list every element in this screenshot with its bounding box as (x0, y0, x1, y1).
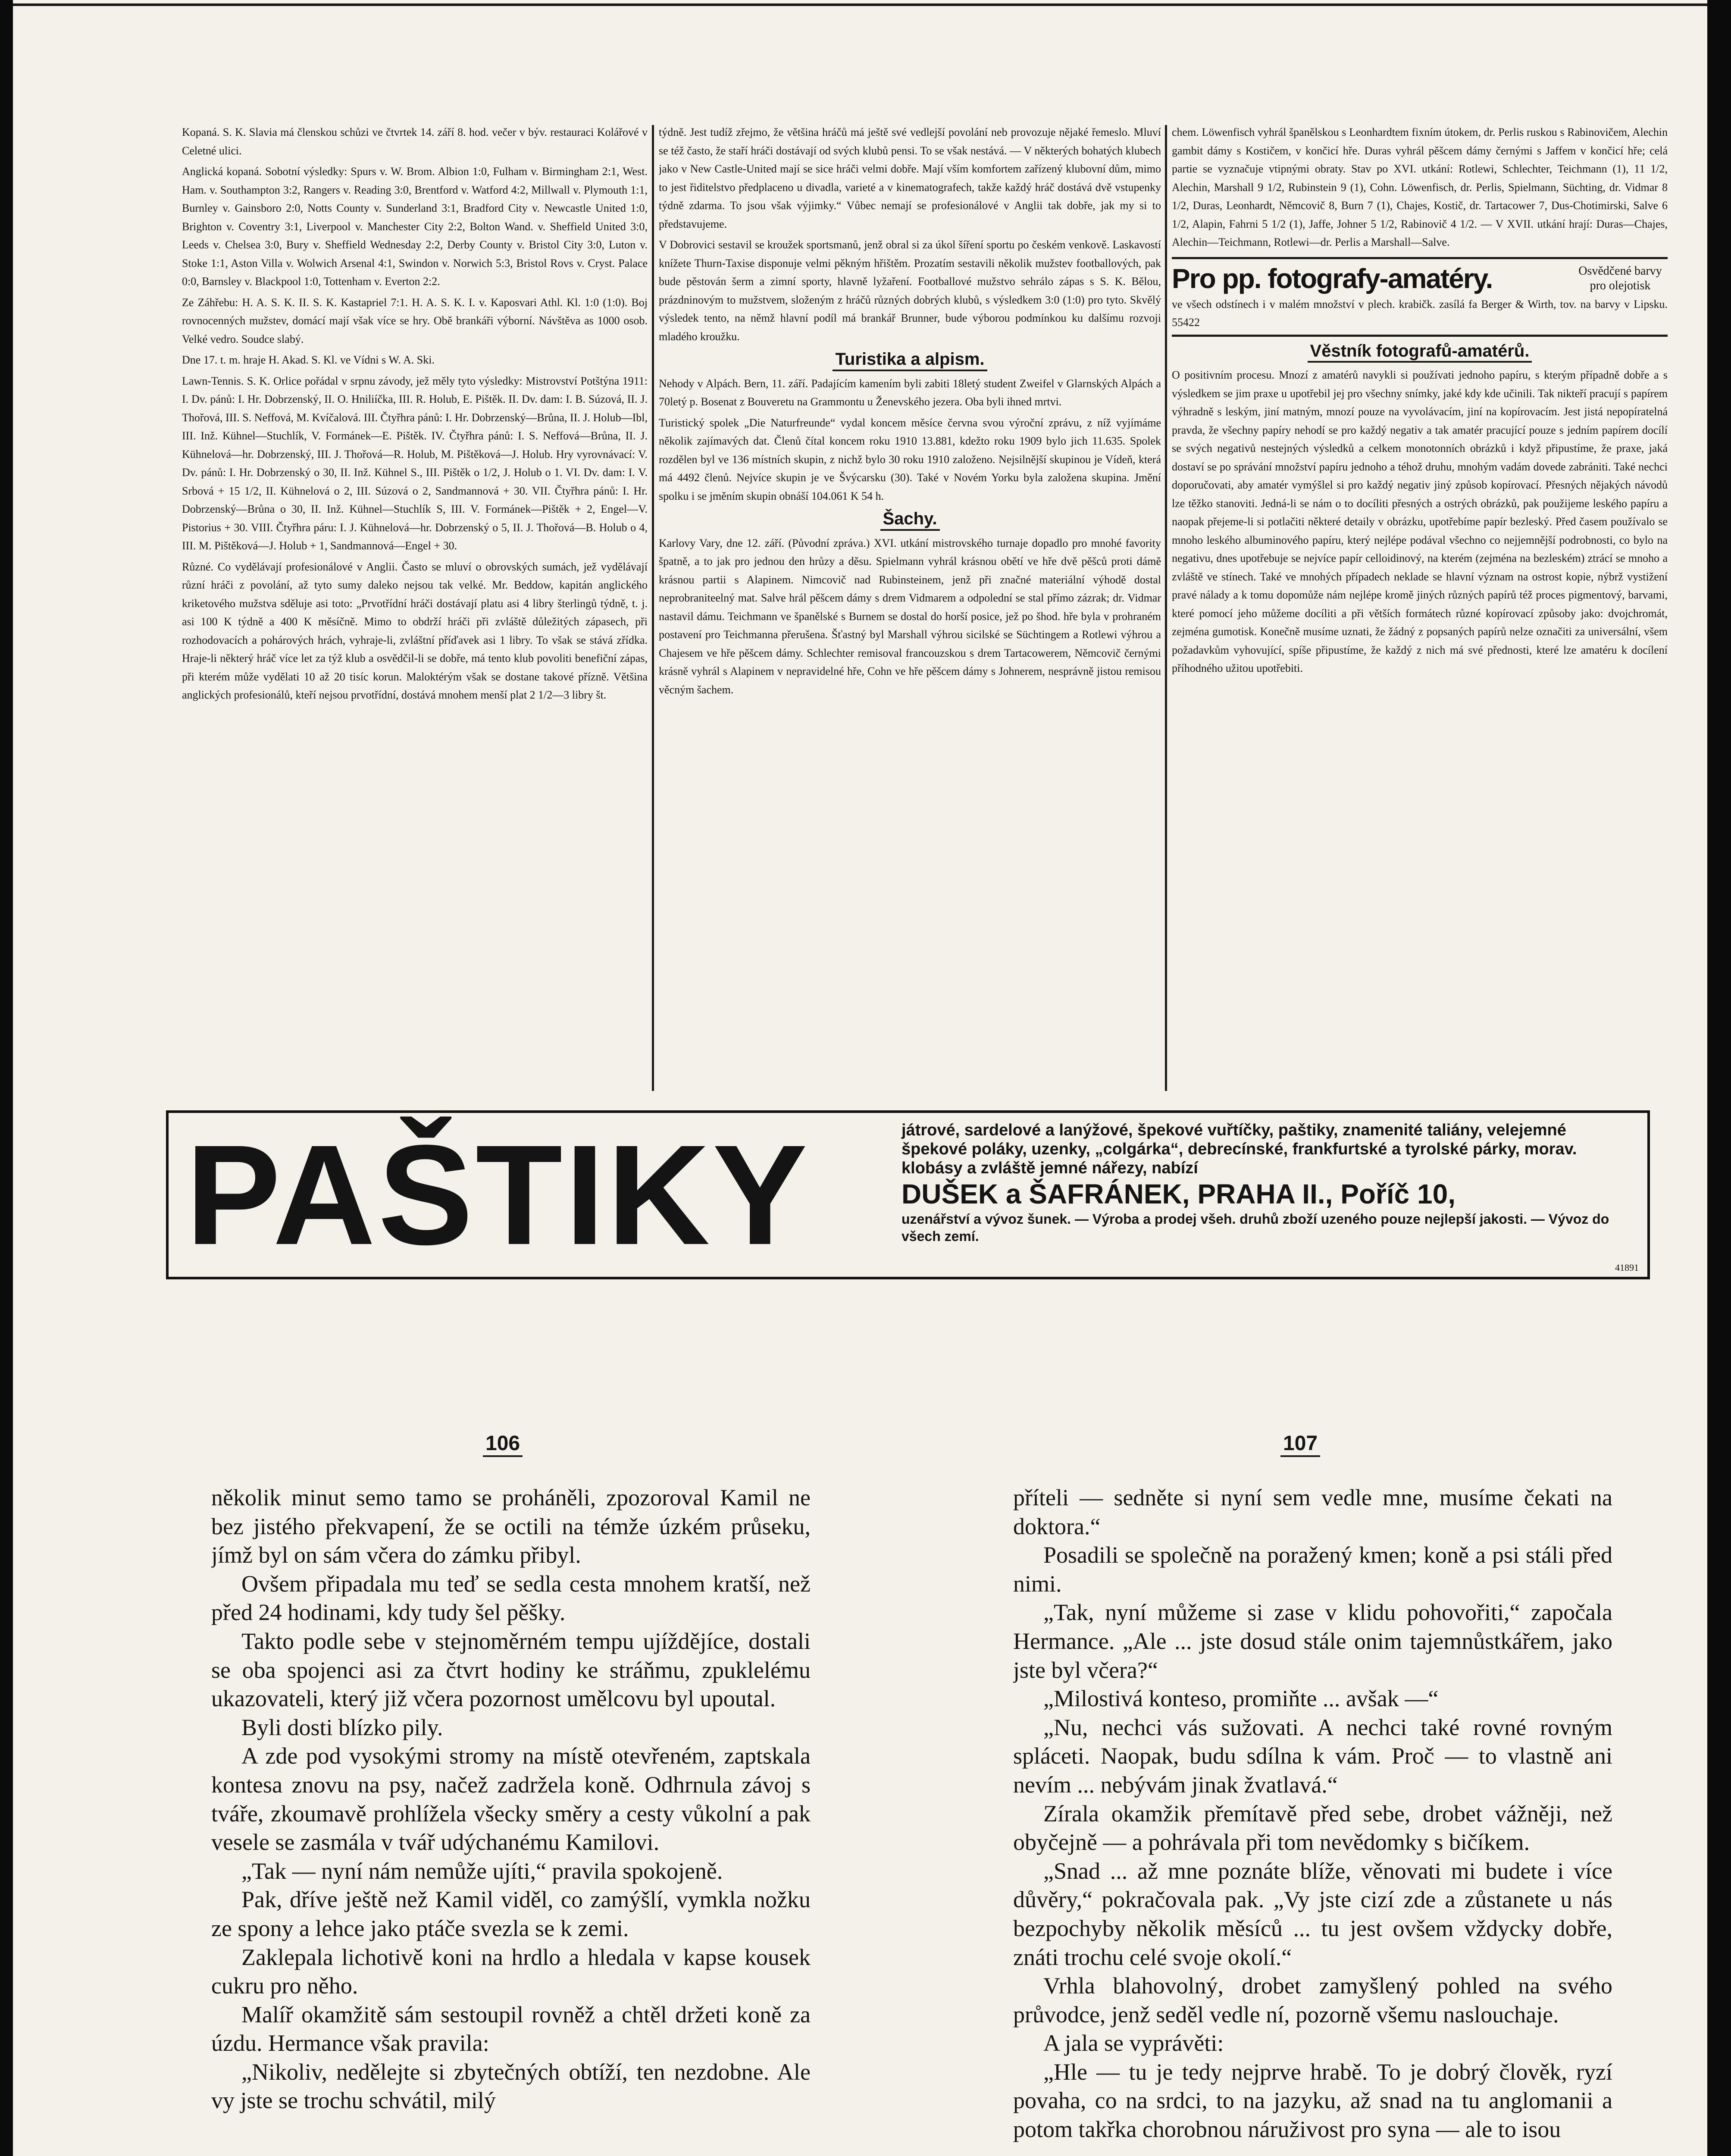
book-paragraph: Zaklepala lichotivě koni na hrdlo a hledala v kapse kousek cukru pro něho. (211, 1944, 811, 1999)
news-column-2 (659, 123, 1161, 1089)
book-paragraph: „Tak, nyní můžeme si zase v klidu pohovořiti,“ započala Hermance. „Ale ... jste dosud stále onim tajemnůstkářem, jako jste byl včera?“ (1013, 1599, 1612, 1683)
news-paragraph: Nehody v Alpách. Bern, 11. září. Padajícím kamením byli zabiti 18letý student Zweifel v Glarnských Alpách a 70letý p. Bosenat z Bouveretu na Grammontu u Ženevského jezera. Oba byli ihned mrtvi. (659, 377, 1161, 408)
book-paragraph: Ovšem připadala mu teď se sedla cesta mnohem kratší, než před 24 hodinami, kdy tudy šel pěšky. (211, 1570, 811, 1626)
news-paragraph: Kopaná. S. K. Slavia má členskou schůzi ve čtvrtek 14. září 8. hod. večer v býv. restauraci Kolářové v Celetné ulici. (182, 126, 648, 157)
book-paragraph: „Nu, nechci vás sužovati. A nechci také rovné rovným spláceti. Naopak, budu sdílna k vám. Proč — to vlastně ani nevím ... nebývám jinak žvatlavá.“ (1013, 1714, 1612, 1798)
left-page-number: 106 (483, 1432, 523, 1457)
advert-firm: DUŠEK a ŠAFRÁNEK, PRAHA II., Poříč 10, (901, 1178, 1456, 1210)
advert-headline: PAŠTIKY (186, 1115, 810, 1274)
news-paragraph: Ze Záhřebu: H. A. S. K. II. S. K. Kastapriel 7:1. H. A. S. K. I. v. Kaposvari Athl. Kl. 1:0 (1:0). Boj rovnocenných mužstev, domácí mají však více se hry. Obě brankáři výborní. Návštěva as 1000 osob. Velké vedro. Soudce slabý. (182, 296, 648, 345)
book-paragraph: Takto podle sebe v stejnoměrném tempu ujíždějíce, dostali se oba spojenci asi za čtvrt hodiny ke stráňmu, zpuklelému ukazovateli, který již včera pozornost umělcovu byl upoutal. (211, 1628, 811, 1712)
book-paragraph: Zírala okamžik přemítavě před sebe, drobet vážněji, než obyčejně — a pohrávala při tom nevědomky s bičíkem. (1013, 1800, 1612, 1855)
foto-advert (1172, 257, 1668, 337)
news-paragraph: Anglická kopaná. Sobotní výsledky: Spurs v. W. Brom. Albion 1:0, Fulham v. Birmingham 2:1, West. Ham. v. Southampton 3:2, Rangers v. Reading 3:0, Brentford v. Watford 4:2, Millwall v. Plymouth 1:1, Burnley v. Gainsboro 2:0, Notts County v. Sunderland 3:1, Bradford City v. Newcastle United 1:0, Brighton v. Coventry 3:1, Liverpool v. Manchester City 2:2, Bolton Wand. v. Sheffield United 3:0, Leeds v. Chelsea 3:0, Bury v. Sheffield Wednesday 2:2, Derby County v. Bristol City 3:0, Luton v. Stoke 1:1, Aston Villa v. Wolwich Arsenal 4:1, Swindon v. Norwich 5:3, Bristol Rovs v. Cryst. Palace 0:0, Barnsley v. Blackpool 1:0, Tottenham v. Everton 2:2. (182, 165, 648, 288)
top-rule (13, 3, 1707, 6)
book-paragraph: Posadili se společně na poražený kmen; koně a psi stáli před nimi. (1013, 1542, 1612, 1597)
foto-advert-body: ve všech odstínech i v malém množství v plech. krabičk. zasílá fa Berger & Wirth, tov. na barvy v Lipsku. (1172, 298, 1668, 310)
scanned-page (13, 0, 1707, 2156)
book-paragraph: několik minut semo tamo se proháněli, zpozoroval Kamil ne bez jistého překvapení, že se octili na témže úzkém průseku, jímž byl on sám včera do zámku přibyl. (211, 1485, 811, 1568)
news-paragraph: chem. Löwenfisch vyhrál španělskou s Leonhardtem fixním útokem, dr. Perlis ruskou s Rabinovičem, Alechin gambit dámy s Kostičem, v končicí hře. Duras vyhrál pěšcem dámy černými s Jaffem v končicí hře; celá partie se vyznačuje vtipnými obraty. Stav po XVI. utkání: Rotlewi, Schlechter, Teichmann (1), 11 1/2, Alechin, Marshall 9 1/2, Rubinstein 9 (1), Cohn. Löwenfisch, dr. Perlis, Spielmann, Süchting, dr. Vidmar 8 1/2, Duras, Leonhardt, Němcovič 8, Burn 7 (1), Chajes, Kostič, dr. Tartacower 7, Dus-Chotimirski, Salve 6 1/2, Alapin, Fahrni 5 1/2 (1), Jaffe, Johner 5 1/2, Rabinovič 4 1/2. — V XVII. utkání hrají: Duras—Chajes, Alechin—Teichmann, Rotlewi—dr. Perlis a Marshall—Salve. (1172, 126, 1668, 248)
news-paragraph: Turistický spolek „Die Naturfreunde“ vydal koncem měsíce června svou výroční zprávu, z níž vyjímáme několik zajímavých dat. Členů čítal koncem roku 1910 13.881, kdežto roku 1909 bylo jich 11.635. Spolek rozdělen byl ve 136 místních skupin, z nichž bylo 30 roku 1910 založeno. Nejsilnější skupinou je Vídeň, která má 4492 členů. Nejvíce skupin je ve Švýcarsku (30). Také v Novém Yorku byla založena skupina. Jmění spolku i se jměním skupin obnáší 104.061 K 54 h. (659, 416, 1161, 502)
book-paragraph: „Snad ... až mne poznáte blíže, věnovati mi budete i více důvěry,“ pokračovala pak. „Vy jste cizí zde a zůstanete u nás bezpochyby několik měsíců ... tu jest ovšem vždycky dobře, znáti trochu celé svoje okolí.“ (1013, 1858, 1612, 1970)
right-page-number: 107 (1280, 1432, 1320, 1457)
news-column-1 (182, 123, 648, 1089)
book-paragraph: A jala se vyprávěti: (1043, 2030, 1224, 2056)
column-divider (652, 125, 654, 1091)
book-left-page (211, 1483, 811, 2156)
advert-body: játrové, sardelové a lanýžové, špekové vuřtíčky, paštiky, znamenité taliány, velejemné špekové poláky, uzenky, „colgárka“, debrecínské, frankfurtské a tyrolské párky, morav. klobásy a zvláště jemné nářezy, nabízí (901, 1121, 1577, 1177)
pastiky-advert (166, 1110, 1650, 1279)
column-divider (1165, 125, 1167, 1091)
section-heading-turistika: Turistika a alpism. (659, 350, 1161, 371)
book-paragraph: příteli — sedněte si nyní sem vedle mne, musíme čekati na doktora.“ (1013, 1485, 1612, 1539)
news-paragraph: Lawn-Tennis. S. K. Orlice pořádal v srpnu závody, jež měly tyto výsledky: Mistrovství Potštýna 1911: I. Dv. pánů: I. Hr. Dobrzenský, II. O. Hniliíčka, III. R. Holub, E. Pištěk. II. Dv. dam: I. B. Súzová, II. J. Thořová, III. S. Neffová, M. Kvíčalová. III. Čtyřhra pánů: I. Hr. Dobrzenský—Brůna, II. J. Holub—Ibl, III. Inž. Kühnel—Stuchlík, V. Formánek—E. Pištěk. IV. Čtyřhra pánů: I. S. Neffová—Brůna, II. J. Kühnelová—hr. Dobrzenský, III. J. Thořová—R. Holub, M. Pištěková—J. Holub. Hry vyrovnávací: V. Dv. pánů: I. Hr. Dobrzenský o 30, II. Inž. Kühnel S., III. Pištěk o 1/2, J. Holub o 1. VI. Dv. dam: I. V. Srbová + 15 1/2, II. Kühnelová o 2, III. Súzová o 2, Sandmannová + 30. VII. Čtyřhra pánů: I. Hr. Dobrzenský—Brůna o 30, II. Inž. Kühnel—Stuchlík S, III. V. Formánek—Pištěk + 2, Engel—V. Pistorius + 30. VIII. Čtyřhra páru: I. J. Kühnelová—hr. Dobrzenský o 5, II. J. Thořová—B. Holub o 4, III. M. Pištěková—J. Holub + 1, Sandmannová—Engel + 30. (182, 374, 648, 552)
news-paragraph: Různé. Co vydělávají profesionálové v Anglii. Často se mluví o obrovských sumách, jež vydělávají různí hráči z povolání, až tyto sumy daleko nejsou tak velké. Mr. Beddow, kapitán anglického kriketového mužstva sděluje asi toto: „Prvotřídní hráči dostávají platu asi 4 libry šterlingů týdně, t. j. asi 100 K týdně a 400 K měsíčně. Mimo to obdrží hráči při zvláště důležitých zápasech, při rozhodovacích a pohárových hrách, vyhraje-li, zvláštní příďavek asi 1 libry. To však se stává zřídka. Hraje-li některý hráč více let za týž klub a osvědčil-li se dobře, má tento klub povoliti benefiční zápas, při kterém může vydělati 10 až 20 tisíc korun. Maloktérým však se dostane takové přízně. Většina anglických profesionálů, kteří nejsou prvotřídní, dostává mnohem menší plat 2 1/2—3 libry št. (182, 560, 648, 701)
foto-advert-code: 55422 (1172, 316, 1200, 329)
news-paragraph: Dne 17. t. m. hraje H. Akad. S. Kl. ve Vídni s W. A. Ski. (182, 354, 435, 366)
book-paragraph: „Nikoliv, nedělejte si zbytečných obtíží, ten nezdobne. Ale vy jste se trochu schvátil, milý (211, 2059, 811, 2114)
advert-footer: uzenářství a vývoz šunek. — Výroba a prodej všeh. druhů zboží uzeného pouze nejlepší jakosti. — Vývoz do všech zemí. (901, 1211, 1609, 1244)
book-paragraph: Byli dosti blízko pily. (241, 1714, 443, 1740)
book-paragraph: „Hle — tu je tedy nejprve hrabě. To je dobrý člověk, ryzí povaha, co na srdci, to na jazyku, až snad na tu anglomanii a potom takřka chorobnou náruživost pro syna — ale to isou (1013, 2059, 1612, 2143)
book-paragraph: A zde pod vysokými stromy na místě otevřeném, zaptskala kontesa znovu na psy, načež zadržela koně. Odhrnula závoj s tváře, zkoumavě prohlížela všecky směry a cesty vůkolní a pak vesele se zasmála v tvář udýchanému Kamilovi. (211, 1743, 811, 1855)
news-column-3 (1172, 123, 1668, 1089)
book-paragraph: „Tak — nyní nám nemůže ujíti,“ pravila spokojeně. (241, 1858, 723, 1884)
book-paragraph: Malíř okamžitě sám sestoupil rovněž a chtěl držeti koně za úzdu. Hermance však pravila: (211, 2001, 811, 2056)
news-paragraph: V Dobrovici sestavil se kroužek sportsmanů, jenž obral si za úkol šíření sportu po českém venkově. Laskavostí knížete Thurn-Taxise disponuje velmi pěkným hřištěm. Prozatím sestavili několik mužstev footballových, pak bude pěstován šerm a zimní sporty, hlavně lyžaření. Footballové mužstvo sehrálo zápas s S. K. Bělou, prázdninovým to mužstvem, složeným z hráčů různých dobrých klubů, s výsledkem 3:0 (1:0) pro tyto. Skvělý výsledek tento, na němž hlavní podíl má brankář Brunner, bude výborou podmínkou ku dalšímu rozvoji mladého kroužku. (659, 238, 1161, 343)
advert-text (901, 1121, 1634, 1245)
section-heading-sachy: Šachy. (659, 510, 1161, 531)
section-heading-vestnik: Věstník fotografů-amatérů. (1172, 342, 1668, 363)
book-paragraph: „Milostivá konteso, promiňte ... avšak —“ (1043, 1686, 1439, 1712)
foto-advert-side: Osvědčené barvy pro olejotisk (1578, 264, 1662, 292)
book-right-page (1013, 1483, 1612, 2156)
news-paragraph: týdně. Jest tudíž zřejmo, že většina hráčů má ještě své vedlejší povolání neb provozuje nějaké řemeslo. Mluví se též často, že staří hráči dostávají od svých klubů pensi. To se však nestává. — V některých bohatých klubech jako v New Castle-United mají se sice hráči velmi dobře. Mají vším komfortem zařízený klubovní dům, mimo to jest řiditelstvo předplaceno u divadla, varieté a v kinematografech, takže každý hráč dostává dvě vstupenky týdně zdarma. To jsou však výjimky.“ Vůbec nemají se profesionálové v Anglii tak dobře, jak my si to představujeme. (659, 126, 1161, 230)
advert-code: 41891 (1615, 1262, 1639, 1273)
book-paragraph: Vrhla blahovolný, drobet zamyšlený pohled na svého průvodce, jenž seděl vedle ní, pozorně všemu naslouchaje. (1013, 1973, 1612, 2028)
foto-advert-title: Pro pp. fotografy-amatéry. (1172, 263, 1493, 294)
book-paragraph: Pak, dříve ještě než Kamil viděl, co zamýšlí, vymkla nožku ze spony a lehce jako ptáče svezla se k zemi. (211, 1887, 811, 1941)
news-paragraph: O positivním procesu. Mnozí z amatérů navykli si používati jednoho papíru, s kterým případně dobře a s výsledkem se jim praxe u upotřebil jej pro všechny snímky, jaké kdy kde učinili. Tak nikteří pracují s papírem výhradně s leským, jiní matným, mnozí pouze na vyvolávacím, jiní na kopírovacím. Jest jistá nepopíratelná pravda, že všechny papíry nehodí se pro každý negativ a tak amatér pracující pouze s jedním papírem docílí se svých negativů nestejných výsledků a celkem monotonních obrázků i když připustíme, že praxe, jaká dostaví se po správání množství papíru jednoho a téhož druhu, mnohým vadám dovede zabrániti. Také nechci doporučovati, aby amatér vymýšlel si pro každý negativ jiný způsob kopírovací. Přesných nějakých návodů lze těžko stanoviti. Jedná-li se nám o to docíliti přesných a ostrých obrázků, pak použijeme leského papíru a naopak přejeme-li si potlačiti některé detaily v obrázku, upotřebíme papír bezleský. Před časem používalo se mnoho leského albuminového papíru, který nejlépe podával všechno co nejjemnější podrobnosti, co bylo na negativu, dnes upotřebuje se nejvíce papír celloidinový, na kterém (zejména na bezleském) ztrácí se mnoho a zvláště ve stínech. Také ve mnohých případech neklade se hlavní význam na ostrost kopie, nýbrž vystižení pravé nálady a k tomu dopomůže nám nejlépe kromě jiných různých papírů též proces pigmentový, barvami, které pomocí jeho můžeme docíliti a při větších formátech různé kopírovací způsoby jako: dvojchromát, zejména gumotisk. Konečně musíme uznati, že žádný z popsaných papírů nelze označiti za universální, všem požadavkům vyhovující, spíše připustíme, že každý z nich má své přednosti, které lze amatéru k docílení příhodného užitou upotřebiti. (1172, 369, 1668, 674)
news-paragraph: Karlovy Vary, dne 12. září. (Původní zpráva.) XVI. utkání mistrovského turnaje dopadlo pro mnohé favority špatně, a to jak pro jednou den hrůzy a děsu. Spielmann vyhrál krásnou obětí ve hře dvě pěšců proti dámě krásnou partii s Alapinem. Nimcovič nad Rubinsteinem, jenž při značné materiální výhodě dostal neprobraniteelný mat. Salve hrál pěšcem dámy s drem Vidmarem a odpolední se stal přímo zázrak; dr. Vidmar nastavil dámu. Teichmann ve španělské s Burnem se dostal do horší posice, jež po šhod. hře byla v prohraném postavení pro Teichmanna přerušena. Šťastný byl Marshall výhrou sicilské se Süchtingem a Rotlewi výhrou a Chajesem ve hře pěšcem dámy. Schlechter remisoval francouzskou s drem Tartacowerem, Němcovič černými krásně vyhrál s Alapinem v nepravidelné hře, Cohn ve hře pěšcem dámy s Johnerem, nesprávně jistou remisou věcným šachem. (659, 536, 1161, 696)
